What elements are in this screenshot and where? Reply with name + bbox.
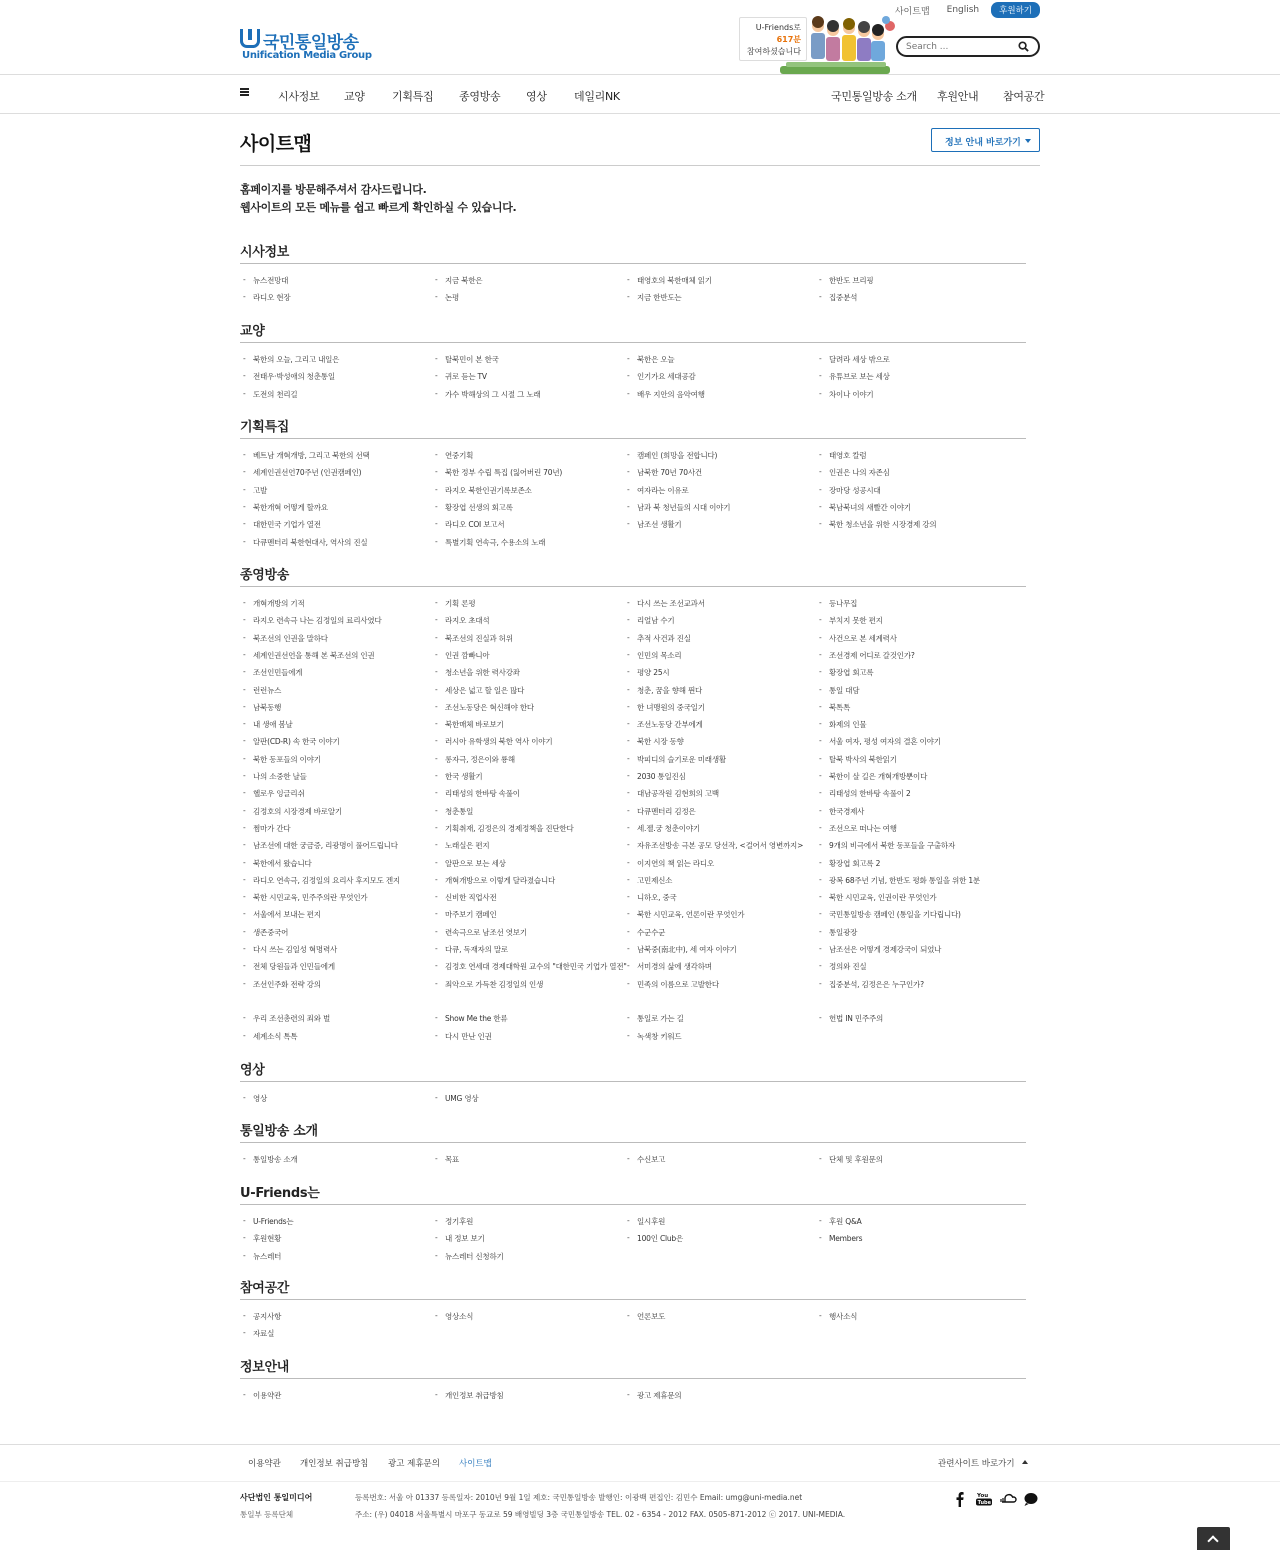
sitemap-link[interactable]: - 대남공작원 김현희의 고백 bbox=[624, 785, 719, 802]
sitemap-link[interactable]: - 세.젤.궁 청춘이야기 bbox=[624, 820, 700, 837]
footer-registration-info: 등록번호: 서울 아 01337 등록일자: 2010년 9월 1일 제호: 국민통일방송 발행인: 이광백 편집인: 김민수 Email: umg@uni-media.net bbox=[355, 1493, 803, 1502]
sitemap-link[interactable]: - 2030 통일진심 bbox=[624, 768, 686, 785]
sitemap-link[interactable]: - 청춘, 꿈을 향해 뛴다 bbox=[624, 682, 702, 699]
sitemap-link[interactable]: - 달려라 세상 밖으로 bbox=[816, 351, 890, 368]
sitemap-link[interactable]: - 개혁개방의 기적 bbox=[240, 595, 305, 612]
sitemap-link[interactable]: - 뉴스레터 bbox=[240, 1248, 281, 1265]
section-title-current-affairs: 시사정보 bbox=[240, 245, 290, 260]
scroll-to-top-button[interactable] bbox=[1197, 1527, 1230, 1550]
section-divider bbox=[240, 1081, 1026, 1082]
sitemap-link[interactable]: - 알판(CD-R) 속 한국 이야기 bbox=[240, 733, 340, 750]
sitemap-link[interactable]: - 남북중(南北中), 세 여자 이야기 bbox=[624, 941, 737, 958]
sitemap-link[interactable]: - 일시후원 bbox=[624, 1213, 665, 1230]
caret-up-icon bbox=[1022, 1460, 1028, 1464]
sitemap-link[interactable]: - 추적 사건과 진실 bbox=[624, 630, 691, 647]
footer-link-terms[interactable]: 이용약관 bbox=[248, 1459, 281, 1469]
footer-link-privacy[interactable]: 개인정보 취급방침 bbox=[300, 1459, 369, 1469]
sitemap-link[interactable]: - 세계인권선언70주년 (인권캠페인) bbox=[240, 464, 361, 481]
sitemap-link[interactable]: - 신비한 직업사전 bbox=[432, 889, 497, 906]
sitemap-link[interactable]: - 광복 68주년 기념, 한반도 평화 통일을 위한 1분 bbox=[816, 872, 980, 889]
sitemap-link[interactable]: - 평양 25시 bbox=[624, 664, 669, 681]
sitemap-link[interactable]: - 헬로우 잉글리쉬 bbox=[240, 785, 305, 802]
sitemap-link[interactable]: - 국민통일방송 캠페인 (통일을 기다립니다) bbox=[816, 906, 961, 923]
sitemap-link[interactable]: - 수군수군 bbox=[624, 924, 665, 941]
sitemap-link[interactable]: - 태영호 칼럼 bbox=[816, 447, 866, 464]
sitemap-link[interactable]: - 북조선의 진실과 허위 bbox=[432, 630, 513, 647]
sitemap-link[interactable]: - 뉴스레터 신청하기 bbox=[432, 1248, 504, 1265]
sitemap-link[interactable]: - 정기후원 bbox=[432, 1213, 473, 1230]
sitemap-link[interactable]: - 인기가요 세대공감 bbox=[624, 368, 696, 385]
footer-organization: 사단법인 통일미디어 bbox=[240, 1493, 313, 1502]
section-title-ended-programs: 종영방송 bbox=[240, 568, 290, 583]
sitemap-link[interactable]: - 등나무집 bbox=[816, 595, 857, 612]
sitemap-link[interactable]: - 우리 조선총련의 죄와 벌 bbox=[240, 1010, 330, 1027]
section-title-features: 기획특집 bbox=[240, 420, 290, 435]
footer-registered-org: 통일부 등록단체 bbox=[240, 1510, 294, 1519]
sitemap-link[interactable]: - 민족의 이름으로 고발한다 bbox=[624, 976, 719, 993]
sitemap-link[interactable]: - 광고 제휴문의 bbox=[624, 1387, 681, 1404]
sitemap-link[interactable]: - 북한이 살 길은 개혁개방뿐이다 bbox=[816, 768, 927, 785]
ufriends-line2: 참여하셨습니다 bbox=[746, 47, 801, 56]
sitemap-link[interactable]: - 부치지 못한 편지 bbox=[816, 612, 883, 629]
section-divider bbox=[240, 1204, 1026, 1205]
sitemap-link[interactable]: - 화제의 인물 bbox=[816, 716, 866, 733]
sitemap-link[interactable]: - 황장엽 회고록 2 bbox=[816, 855, 880, 872]
sitemap-link[interactable]: - 통일 대담 bbox=[816, 682, 859, 699]
sitemap-link[interactable]: - 대한민국 기업가 열전 bbox=[240, 516, 321, 533]
search-icon[interactable] bbox=[1018, 41, 1029, 52]
sitemap-link[interactable]: - 이지연의 책 읽는 라디오 bbox=[624, 855, 714, 872]
sitemap-link[interactable]: - 녹색창 키워드 bbox=[624, 1028, 681, 1045]
search-box bbox=[896, 36, 1040, 57]
section-divider bbox=[240, 1378, 1026, 1379]
intro-line-2: 웹사이트의 모든 메뉴를 쉽고 빠르게 확인하실 수 있습니다. bbox=[240, 201, 517, 214]
sitemap-link[interactable]: - 100인 Club은 bbox=[624, 1230, 683, 1247]
logo-korean: 국민통일방송 bbox=[263, 33, 359, 53]
sitemap-link[interactable]: - 수신보고 bbox=[624, 1151, 665, 1168]
sitemap-link[interactable]: - 뉴스전망대 bbox=[240, 272, 288, 289]
sitemap-link[interactable]: - 한반도 브리핑 bbox=[816, 272, 873, 289]
sitemap-link[interactable]: - 남조선은 어떻게 경제강국이 되었나 bbox=[816, 941, 941, 958]
page-title: 사이트맵 bbox=[240, 133, 312, 155]
sitemap-link[interactable]: - 북한 정부 수립 특집 (잃어버린 70년) bbox=[432, 464, 562, 481]
related-sites-label: 관련사이트 바로가기 bbox=[938, 1459, 1015, 1469]
sitemap-link[interactable]: - 자료실 bbox=[240, 1325, 274, 1342]
sitemap-link[interactable]: - 생존중국어 bbox=[240, 924, 288, 941]
sitemap-link[interactable]: - 공지사항 bbox=[240, 1308, 281, 1325]
sitemap-link[interactable]: - 단체 및 후원문의 bbox=[816, 1151, 883, 1168]
sitemap-link[interactable]: - 북한의 오늘, 그리고 내일은 bbox=[240, 351, 339, 368]
nav-item-current-affairs[interactable]: 시사정보 bbox=[278, 90, 320, 103]
svg-text:Tube: Tube bbox=[977, 1500, 992, 1506]
sitemap-link[interactable]: - 세상은 넓고 할 일은 많다 bbox=[432, 682, 524, 699]
sitemap-link[interactable]: - 다시 쓰는 조선교과서 bbox=[624, 595, 705, 612]
sitemap-link[interactable]: - 유튜브로 보는 세상 bbox=[816, 368, 890, 385]
site-logo[interactable] bbox=[240, 29, 372, 63]
sitemap-link[interactable]: - 인민의 목소리 bbox=[624, 647, 681, 664]
logo-english: Unification Media Group bbox=[242, 50, 372, 61]
sitemap-link[interactable]: - 탈북 박사의 북한읽기 bbox=[816, 751, 897, 768]
nav-item-video[interactable]: 영상 bbox=[526, 90, 547, 103]
section-divider bbox=[240, 438, 1026, 439]
sitemap-link[interactable]: - 연중기획 bbox=[432, 447, 473, 464]
search-input[interactable] bbox=[906, 40, 1016, 54]
logo-mark-icon bbox=[240, 29, 260, 48]
util-link-sitemap[interactable]: 사이트맵 bbox=[894, 6, 930, 17]
sitemap-link[interactable]: - 마주보기 캠페인 bbox=[432, 906, 497, 923]
facebook-icon[interactable] bbox=[951, 1491, 969, 1507]
sitemap-link[interactable]: - 라디오 COI 보고서 bbox=[432, 516, 504, 533]
sitemap-link[interactable]: - 후원현황 bbox=[240, 1230, 281, 1247]
section-divider bbox=[240, 586, 1026, 587]
sitemap-link[interactable]: - Show Me the 한류 bbox=[432, 1010, 507, 1027]
sitemap-link[interactable]: - 북한 시장 동향 bbox=[624, 733, 684, 750]
sitemap-link[interactable]: - 라디오 연속극, 김정일의 요리사 후지모도 겐지 bbox=[240, 872, 400, 889]
section-title-participation: 참여공간 bbox=[240, 1281, 290, 1296]
sitemap-link[interactable]: - 인권 깜빠니아 bbox=[432, 647, 489, 664]
donate-button[interactable]: 후원하기 bbox=[991, 2, 1040, 18]
sitemap-link[interactable]: - 다큐멘터리 김정은 bbox=[624, 803, 696, 820]
sitemap-link[interactable]: - 한 녀맹원의 중국일기 bbox=[624, 699, 705, 716]
sitemap-link[interactable]: - 목표 bbox=[432, 1151, 459, 1168]
section-divider bbox=[240, 1299, 1026, 1300]
sitemap-link[interactable]: - 세계소식 톡톡 bbox=[240, 1028, 297, 1045]
sitemap-link[interactable]: - 남조선에 대한 궁금증, 리광명이 풀어드립니다 bbox=[240, 837, 398, 854]
soundcloud-icon[interactable] bbox=[999, 1491, 1017, 1507]
sitemap-link[interactable]: - 베트남 개혁개방, 그리고 북한의 선택 bbox=[240, 447, 370, 464]
sitemap-link[interactable]: - 북한 청소년을 위한 시장경제 강의 bbox=[816, 516, 936, 533]
sitemap-link[interactable]: - 죄악으로 가득찬 김정일의 인생 bbox=[432, 976, 610, 993]
footer-link-ads[interactable]: 광고 제휴문의 bbox=[388, 1459, 440, 1469]
sitemap-link[interactable]: - 고민제신소 bbox=[624, 872, 672, 889]
sitemap-link[interactable]: - 북한 시민교육, 언론이란 무엇인가 bbox=[624, 906, 744, 923]
section-title-ufriends: U-Friends는 bbox=[240, 1186, 320, 1201]
ufriends-count: 617분 bbox=[776, 35, 801, 44]
sitemap-link[interactable]: - 조선인주화 전략 강의 bbox=[240, 976, 321, 993]
sitemap-link[interactable]: - 정의와 진실 bbox=[816, 958, 866, 975]
sitemap-link[interactable]: - 개혁개방으로 이렇게 달라졌습니다 bbox=[432, 872, 555, 889]
sitemap-link[interactable]: - 귀로 듣는 TV bbox=[432, 368, 487, 385]
sitemap-link[interactable]: - 자유조선방송 극본 공모 당선작, <걸어서 영변까지> bbox=[624, 837, 803, 854]
sitemap-link[interactable]: - 김정호의 시장경제 바로알기 bbox=[240, 803, 342, 820]
sitemap-link[interactable]: - 쩜마가 간다 bbox=[240, 820, 290, 837]
sitemap-link[interactable]: - 라지오 초대석 bbox=[432, 612, 489, 629]
sitemap-link[interactable]: - 개인정보 취급방침 bbox=[432, 1387, 504, 1404]
utility-links bbox=[878, 3, 1040, 17]
sitemap-link[interactable]: - 논평 bbox=[432, 289, 459, 306]
sitemap-link[interactable]: - 기획 론평 bbox=[432, 595, 475, 612]
section-title-culture: 교양 bbox=[240, 324, 265, 339]
title-divider bbox=[240, 165, 1040, 166]
kakao-icon[interactable] bbox=[1022, 1491, 1040, 1507]
sitemap-link[interactable]: - 박피디의 슬기로운 미래생활 bbox=[624, 751, 726, 768]
site-footer bbox=[0, 1444, 1280, 1550]
sitemap-link[interactable]: - 조선경제 어디로 갈것인가? bbox=[816, 647, 915, 664]
nav-item-donation[interactable]: 후원안내 bbox=[937, 90, 979, 103]
sitemap-link[interactable]: - 황장엽 선생의 회고록 bbox=[432, 499, 513, 516]
info-shortcut-label: 정보 안내 바로가기 bbox=[945, 138, 1021, 148]
sitemap-link[interactable]: - 배우 지안의 음악여행 bbox=[624, 386, 705, 403]
footer-address-info: 주소: (우) 04018 서울특별시 마포구 동교로 59 배영빌딩 3층 국민통일방송 TEL. 02 - 6354 - 2012 FAX. 0505-871-2012 ⓒ 2017. UNI-MEDIA. bbox=[355, 1510, 846, 1519]
sitemap-link[interactable]: - 전체 당원들과 인민들에게 bbox=[240, 958, 335, 975]
sitemap-link[interactable]: - 북한매체 바로보기 bbox=[432, 716, 504, 733]
sitemap-link[interactable]: - 리얼남 수기 bbox=[624, 612, 674, 629]
sitemap-link[interactable]: - 전태우·박성애의 청춘통일 bbox=[240, 368, 335, 385]
sitemap-link[interactable]: - 조선노동당은 혁신해야 한다 bbox=[432, 699, 534, 716]
section-divider bbox=[240, 342, 1026, 343]
sitemap-link[interactable]: - 가수 박해상의 그 시절 그 노래 bbox=[432, 386, 540, 403]
sitemap-link[interactable]: - 언론보도 bbox=[624, 1308, 665, 1325]
sitemap-link[interactable]: - 황장엽 회고록 bbox=[816, 664, 873, 681]
sitemap-link[interactable]: - 남과 북 청년들의 시대 이야기 bbox=[624, 499, 730, 516]
sitemap-link[interactable]: - 북한 시민교육, 인권이란 무엇인가 bbox=[816, 889, 936, 906]
sitemap-link[interactable]: - 통일방송 소개 bbox=[240, 1151, 297, 1168]
sitemap-link[interactable]: - 캠페인 (희망을 전합니다) bbox=[624, 447, 717, 464]
sitemap-link[interactable]: - U-Friends는 bbox=[240, 1213, 293, 1230]
sitemap-link[interactable]: - 남조선 생활기 bbox=[624, 516, 681, 533]
sitemap-link[interactable]: - 북한개혁 어떻게 할까요 bbox=[240, 499, 328, 516]
sitemap-link[interactable]: - 다큐, 독재자의 말로 bbox=[432, 941, 508, 958]
sitemap-link[interactable]: - 니하오, 중국 bbox=[624, 889, 677, 906]
sitemap-link[interactable]: - 북톡톡 bbox=[816, 699, 850, 716]
main-navigation bbox=[0, 76, 1280, 114]
section-divider bbox=[240, 263, 1026, 264]
sitemap-link[interactable]: - 남북한 70년 70사건 bbox=[624, 464, 702, 481]
sitemap-link[interactable]: - 리태성의 한바탕 속풀이 bbox=[432, 785, 520, 802]
sitemap-link[interactable]: - 인권은 나의 자존심 bbox=[816, 464, 890, 481]
sitemap-link[interactable]: - 라지오 북한인권기록보존소 bbox=[432, 482, 532, 499]
related-sites-dropdown[interactable] bbox=[938, 1457, 1028, 1469]
sitemap-link[interactable]: - 지금 한반도는 bbox=[624, 289, 681, 306]
sitemap-link[interactable]: - 북조선의 인권을 말하다 bbox=[240, 630, 328, 647]
sitemap-link[interactable]: - 알판으로 보는 세상 bbox=[432, 855, 506, 872]
sitemap-link[interactable]: - 북한에서 왔습니다 bbox=[240, 855, 312, 872]
sitemap-link[interactable]: - 집중분석, 김정은은 누구인가? bbox=[816, 976, 924, 993]
sitemap-link[interactable]: - 영상 bbox=[240, 1090, 267, 1107]
intro-text bbox=[240, 181, 516, 217]
sitemap-link[interactable]: - 북한 시민교육, 민주주의란 무엇인가 bbox=[240, 889, 367, 906]
sitemap-link[interactable]: - Members bbox=[816, 1230, 862, 1247]
sitemap-link[interactable]: - 라디오 현장 bbox=[240, 289, 290, 306]
caret-down-icon bbox=[1025, 139, 1031, 143]
sitemap-link[interactable]: - 사건으로 본 세계력사 bbox=[816, 630, 897, 647]
sitemap-link[interactable]: - 다큐멘터리 북한현대사, 역사의 진실 bbox=[240, 534, 367, 551]
sitemap-link[interactable]: - 통일로 가는 길 bbox=[624, 1010, 684, 1027]
sitemap-link[interactable]: - 북남북녀의 새빨간 이야기 bbox=[816, 499, 911, 516]
intro-line-1: 홈페이지를 방문해주셔서 감사드립니다. bbox=[240, 183, 427, 196]
sitemap-link[interactable]: - 련속극으로 남조선 엿보기 bbox=[432, 924, 527, 941]
sitemap-link[interactable]: - 노래실은 편지 bbox=[432, 837, 489, 854]
sitemap-link[interactable]: - 러시아 유학생의 북한 역사 이야기 bbox=[432, 733, 552, 750]
ufriends-counter[interactable] bbox=[739, 17, 807, 61]
sitemap-link[interactable]: - 내 생애 봄날 bbox=[240, 716, 293, 733]
info-shortcut-dropdown[interactable] bbox=[931, 128, 1040, 152]
sitemap-link[interactable]: - 9개의 비극에서 북한 동포들을 구출하자 bbox=[816, 837, 955, 854]
sitemap-link[interactable]: - 조선으로 떠나는 여행 bbox=[816, 820, 897, 837]
util-link-english[interactable]: English bbox=[946, 5, 980, 15]
section-title-video: 영상 bbox=[240, 1063, 265, 1078]
hamburger-menu-icon[interactable] bbox=[240, 88, 249, 96]
nav-item-dailynk[interactable]: 데일리NK bbox=[574, 90, 620, 103]
site-header bbox=[0, 0, 1280, 75]
sitemap-link[interactable]: - 여자라는 이유로 bbox=[624, 482, 689, 499]
sitemap-link[interactable]: - 나의 소중한 날들 bbox=[240, 768, 307, 785]
sitemap-link[interactable]: - 후원 Q&A bbox=[816, 1213, 862, 1230]
sitemap-link[interactable]: - 도전의 천리길 bbox=[240, 386, 297, 403]
sitemap-link[interactable]: - 한국 생활기 bbox=[432, 768, 482, 785]
sitemap-link[interactable]: - 고발 bbox=[240, 482, 267, 499]
section-title-about-umg: 통일방송 소개 bbox=[240, 1124, 318, 1139]
sitemap-link[interactable]: - 한국경제사 bbox=[816, 803, 864, 820]
sitemap-link[interactable]: - 내 정보 보기 bbox=[432, 1230, 485, 1247]
sitemap-link[interactable]: - 서미경의 삶에 생각하며 bbox=[624, 958, 712, 975]
sitemap-link[interactable]: - 행사소식 bbox=[816, 1308, 857, 1325]
sitemap-link[interactable]: - 지금 북한은 bbox=[432, 272, 482, 289]
sitemap-link[interactable]: - 헌법 IN 민주주의 bbox=[816, 1010, 883, 1027]
sitemap-link[interactable]: - 장마당 성공시대 bbox=[816, 482, 881, 499]
sitemap-link[interactable]: - 이용약관 bbox=[240, 1387, 281, 1404]
sitemap-link[interactable]: - 런런뉴스 bbox=[240, 682, 281, 699]
youtube-icon[interactable] bbox=[975, 1491, 993, 1507]
sitemap-link[interactable]: - 리태성의 한바탕 속풀이 2 bbox=[816, 785, 911, 802]
sitemap-link[interactable]: - 통일광장 bbox=[816, 924, 857, 941]
sitemap-link[interactable]: - 다시 만난 인권 bbox=[432, 1028, 492, 1045]
sitemap-link[interactable]: - 태영호의 북한매체 읽기 bbox=[624, 272, 712, 289]
sitemap-link[interactable]: - 청춘통일 bbox=[432, 803, 473, 820]
sitemap-link[interactable]: - 특별기획 연속극, 수용소의 노래 bbox=[432, 534, 545, 551]
nav-item-features[interactable]: 기획특집 bbox=[392, 90, 434, 103]
section-divider bbox=[240, 1142, 1026, 1143]
svg-text:You: You bbox=[977, 1493, 989, 1499]
nav-item-about[interactable]: 국민통일방송 소개 bbox=[831, 90, 917, 103]
sitemap-link[interactable]: - UMG 영상 bbox=[432, 1090, 478, 1107]
sitemap-link[interactable]: - 조선노동당 간부에게 bbox=[624, 716, 703, 733]
sitemap-link[interactable]: - 서울에서 보내는 편지 bbox=[240, 906, 321, 923]
nav-item-culture[interactable]: 교양 bbox=[344, 90, 365, 103]
sitemap-link[interactable]: - 집중분석 bbox=[816, 289, 857, 306]
nav-item-ended-programs[interactable]: 종영방송 bbox=[459, 90, 501, 103]
sitemap-link[interactable]: - 김정호 연세대 경제대학원 교수의 "대한민국 기업가 열전" bbox=[432, 958, 627, 975]
ufriends-line1: U-Friends로 bbox=[755, 23, 801, 32]
sitemap-link[interactable]: - 서울 여자, 평성 여자의 결혼 이야기 bbox=[816, 733, 941, 750]
sitemap-link[interactable]: - 차이나 이야기 bbox=[816, 386, 873, 403]
section-title-info: 정보안내 bbox=[240, 1360, 290, 1375]
sitemap-link[interactable]: - 북한은 오늘 bbox=[624, 351, 674, 368]
sitemap-link[interactable]: - 세계인권선언을 통해 본 북조선의 인권 bbox=[240, 647, 374, 664]
footer-divider bbox=[0, 1481, 1280, 1482]
sitemap-link[interactable]: - 청소년을 위한 력사강좌 bbox=[432, 664, 520, 681]
sitemap-link[interactable]: - 다시 쓰는 김일성 혁명력사 bbox=[240, 941, 337, 958]
sitemap-link[interactable]: - 롱자극, 정은이와 룡해 bbox=[432, 751, 515, 768]
sitemap-link[interactable]: - 라지오 련속극 나는 김정일의 료리사였다 bbox=[240, 612, 382, 629]
sitemap-link[interactable]: - 영상소식 bbox=[432, 1308, 473, 1325]
nav-item-participation[interactable]: 참여공간 bbox=[1003, 90, 1045, 103]
sitemap-link[interactable]: - 기획취재, 김정은의 경제정책을 진단한다 bbox=[432, 820, 574, 837]
sitemap-link[interactable]: - 북한 동포들의 이야기 bbox=[240, 751, 321, 768]
sitemap-link[interactable]: - 남북동행 bbox=[240, 699, 281, 716]
footer-link-sitemap[interactable]: 사이트맵 bbox=[459, 1459, 492, 1469]
sitemap-link[interactable]: - 조선인민들에게 bbox=[240, 664, 302, 681]
sitemap-link[interactable]: - 탈북민이 본 한국 bbox=[432, 351, 499, 368]
